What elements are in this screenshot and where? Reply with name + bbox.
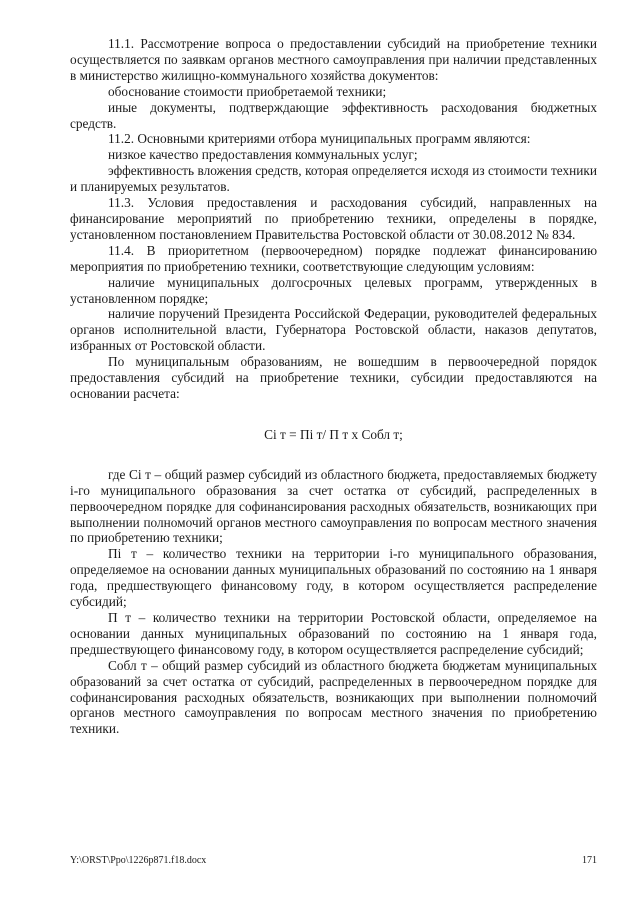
footer-page-number: 171 bbox=[582, 855, 597, 866]
paragraph-11-4: 11.4. В приоритетном (первоочередном) порядке подлежат финансированию мероприятия по приобретению техники, соответствующие следующим условиям: bbox=[70, 242, 597, 274]
paragraph-11-3: 11.3. Условия предоставления и расходования субсидий, направленных на финансирование мероприятий по приобретению техники, определены в порядке, установленном постановлением Правительства Ростовской области от 30.08.2012 № 834. bbox=[70, 195, 597, 242]
definition-sobl: Собл т – общий размер субсидий из областного бюджета бюджетам муниципальных образований за счет остатка от субсидий, распределенных в первоочередном порядке для софинансирования расходных обязательств, возникающих при выполнении полномочий органов местного самоуправления по вопросам местного значения по приобретению техники. bbox=[70, 657, 597, 737]
paragraph-list-item: эффективность вложения средств, которая определяется исходя из стоимости техники и планируемых результатов. bbox=[70, 163, 597, 195]
definition-p: П т – количество техники на территории Ростовской области, определяемое на основании данных муниципальных образований по состоянию на 1 января года, предшествующего финансовому году, в котором осуществляется распределение субсидий; bbox=[70, 610, 597, 657]
paragraph-11-2: 11.2. Основными критериями отбора муниципальных программ являются: bbox=[108, 131, 531, 147]
footer-file-path: Y:\ORST\Ppo\1226p871.f18.docx bbox=[70, 855, 207, 866]
paragraph-list-item: обоснование стоимости приобретаемой техники; bbox=[108, 83, 387, 99]
paragraph-list-item: наличие поручений Президента Российской Федерации, руководителей федеральных органов исполнительной власти, Губернатора Ростовской области, наказов депутатов, избранных от Ростовской области. bbox=[70, 306, 597, 354]
paragraph-11-1: 11.1. Рассмотрение вопроса о предоставлении субсидий на приобретение техники осуществляется по заявкам органов местного самоуправления при наличии представленных в министерство жилищно-коммунального хозяйства документов: bbox=[70, 36, 597, 83]
definition-ci: где Ci т – общий размер субсидий из областного бюджета, предоставляемых бюджету i-го муниципального образования за счет остатка от субсидий, распределенных в первоочередном порядке для софинансирования расходных обязательств, возникающих при выполнении полномочий органов местного самоуправления по вопросам местного значения по приобретению техники; bbox=[70, 466, 597, 546]
paragraph-list-item: наличие муниципальных долгосрочных целевых программ, утвержденных в установленном порядке; bbox=[70, 274, 597, 306]
paragraph-calculation-intro: По муниципальным образованиям, не вошедшим в первоочередной порядок предоставления субсидий на приобретение техники, субсидии предоставляются на основании расчета: bbox=[70, 354, 597, 401]
definition-pi: Пi т – количество техники на территории i-го муниципального образования, определяемое на основании данных муниципальных образований по состоянию на 1 января года, предшествующего финансовому году, в котором осуществляется распределение субсидий; bbox=[70, 546, 597, 610]
paragraph-list-item: низкое качество предоставления коммунальных услуг; bbox=[108, 147, 418, 163]
subsidy-formula: Ci т = Пi т/ П т х Собл т; bbox=[264, 426, 403, 442]
document-body bbox=[70, 36, 597, 737]
paragraph-list-item: иные документы, подтверждающие эффективность расходования бюджетных средств. bbox=[70, 99, 597, 131]
